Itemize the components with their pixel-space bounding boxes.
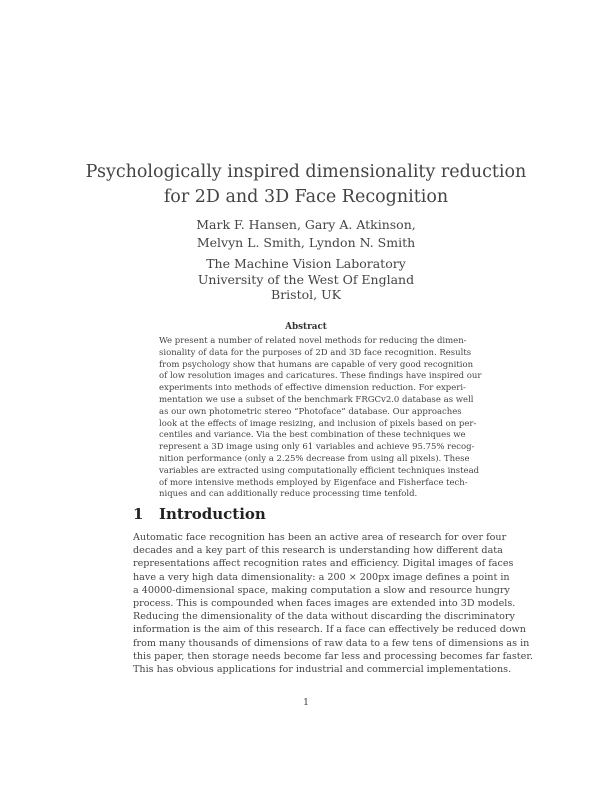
abstract-line: centiles and variance. Via the best combination of these techniques we (159, 430, 466, 441)
body-line: process. This is compounded when faces images are extended into 3D models. (133, 598, 516, 610)
abstract-line: sionality of data for the purposes of 2D and 3D face recognition. Results (159, 347, 472, 358)
body-line: a 40000-dimensional space, making computation a slow and resource hungry (133, 584, 510, 596)
affiliation-line: The Machine Vision Laboratory (206, 256, 406, 271)
section-title: Introduction (159, 505, 266, 523)
abstract-line: nition performance (only a 2.25% decrease from using all pixels). These (159, 453, 470, 464)
abstract-line: variables are extracted using computationally efficient techniques instead (159, 465, 480, 476)
body-line: have a very high data dimensionality: a 200 × 200px image defines a point in (133, 571, 510, 583)
abstract-line: look at the effects of image resizing, and inclusion of pixels based on per- (159, 418, 477, 429)
abstract-line: represent a 3D image using only 61 variables and achieve 95.75% recog- (159, 442, 475, 453)
body-line: this paper, then storage needs become far less and processing becomes far faster. (133, 650, 533, 662)
body-line: representations affect recognition rates and efficiency. Digital images of faces (133, 558, 514, 570)
section-body (133, 531, 533, 676)
body-line: Reducing the dimensionality of the data without discarding the discriminatory (133, 611, 515, 623)
abstract-line: as our own photometric stereo “Photoface” database. Our approaches (159, 406, 462, 417)
section-heading (133, 505, 266, 523)
abstract-line: of low resolution images and caricatures. These findings have inspired our (159, 371, 482, 382)
title-line: for 2D and 3D Face Recognition (163, 187, 449, 207)
paper-title (0, 160, 612, 210)
body-line: Automatic face recognition has been an active area of research for over four (133, 532, 507, 543)
affiliation-line: University of the West Of England (197, 271, 415, 287)
body-line: This has obvious applications for industrial and commercial implementations. (133, 664, 512, 676)
author-line: Mark F. Hansen, Gary A. Atkinson, (196, 217, 416, 232)
body-line: from many thousands of dimensions of raw data to a few tens of dimensions as in (133, 637, 530, 649)
page-number: 1 (302, 697, 310, 708)
author-list (0, 216, 612, 252)
abstract-line: from psychology show that humans are capable of very good recognition (159, 359, 474, 370)
body-line: decades and a key part of this research is understanding how different data (133, 545, 503, 557)
body-line: information is the aim of this research. If a face can effectively be reduced down (133, 624, 526, 636)
author-line: Melvyn L. Smith, Lyndon N. Smith (196, 235, 416, 250)
abstract-line: mentation we use a subset of the benchmark FRGCv2.0 database as well (159, 394, 474, 405)
abstract-line: We present a number of related novel methods for reducing the dimen- (159, 336, 467, 346)
affiliation-line: Bristol, UK (271, 287, 341, 303)
abstract-heading: Abstract (285, 322, 327, 332)
abstract-line: experiments into methods of effective dimension reduction. For experi- (159, 383, 466, 394)
section-number: 1 (133, 505, 144, 523)
abstract-line: niques and can additionally reduce processing time tenfold. (159, 489, 418, 500)
affiliation (0, 256, 612, 303)
title-line: Psychologically inspired dimensionality reduction (85, 162, 527, 182)
abstract-line: of more intensive methods employed by Eigenface and Fisherface tech- (159, 477, 468, 488)
abstract-body (159, 336, 482, 501)
